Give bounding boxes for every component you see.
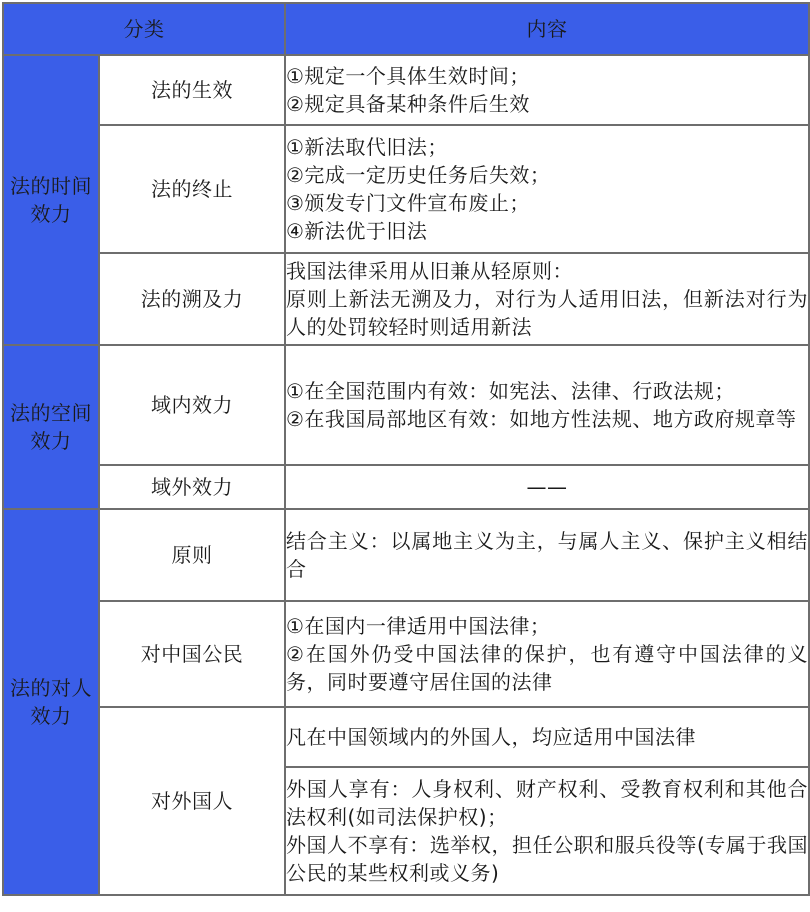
row-content-domestic xyxy=(285,345,809,465)
row-content-foreigners-rights xyxy=(285,767,809,895)
table-row xyxy=(3,601,809,707)
content-line: 外国人享有：人身权利、财产权利、受教育权利和其他合法权利(如司法保护权)； xyxy=(286,777,808,829)
table-row xyxy=(3,509,809,601)
content-line: ②在国外仍受中国法律的保护，也有遵守中国法律的义务，同时要遵守居住国的法律 xyxy=(286,642,808,694)
content-line: ④新法优于旧法 xyxy=(286,219,428,243)
content-line: 外国人不享有：选举权，担任公职和服兵役等(专属于我国公民的某些权利或义务) xyxy=(286,833,808,885)
group-space-label: 法的空间效力 xyxy=(3,345,99,509)
row-content-termination xyxy=(285,125,809,253)
content-line: 我国法律采用从旧兼从轻原则： xyxy=(286,259,573,283)
table-row xyxy=(3,125,809,253)
group-person-label: 法的对人效力 xyxy=(3,509,99,895)
row-label-domestic: 域内效力 xyxy=(99,345,285,465)
content-line: ①在全国范围内有效：如宪法、法律、行政法规； xyxy=(286,379,735,403)
content-line: ②规定具备某种条件后生效 xyxy=(286,92,530,116)
row-label-termination: 法的终止 xyxy=(99,125,285,253)
row-content-retroactivity xyxy=(285,253,809,345)
row-content-effect xyxy=(285,55,809,125)
row-content-citizens xyxy=(285,601,809,707)
row-label-citizens: 对中国公民 xyxy=(99,601,285,707)
content-line: 原则上新法无溯及力，对行为人适用旧法，但新法对行为人的处罚较轻时则适用新法 xyxy=(286,287,808,339)
content-line: ③颁发专门文件宣布废止； xyxy=(286,191,530,215)
law-effect-table xyxy=(2,2,810,896)
content-line: ①规定一个具体生效时间； xyxy=(286,64,530,88)
content-line: ②完成一定历史任务后失效； xyxy=(286,163,551,187)
row-content-foreign: —— xyxy=(285,465,809,509)
row-content-principle xyxy=(285,509,809,601)
content-line: ②在我国局部地区有效：如地方性法规、地方政府规章等 xyxy=(286,407,797,431)
row-label-foreigners: 对外国人 xyxy=(99,707,285,895)
content-line: 结合主义：以属地主义为主，与属人主义、保护主义相结合 xyxy=(286,529,808,581)
table-row xyxy=(3,465,809,509)
header-category: 分类 xyxy=(3,3,285,55)
group-time-label: 法的时间效力 xyxy=(3,55,99,345)
table-row xyxy=(3,55,809,125)
row-label-effect: 法的生效 xyxy=(99,55,285,125)
header-row xyxy=(3,3,809,55)
header-content: 内容 xyxy=(285,3,809,55)
table-row xyxy=(3,345,809,465)
row-content-foreigners-general: 凡在中国领域内的外国人，均应适用中国法律 xyxy=(285,707,809,767)
content-line: ①在国内一律适用中国法律； xyxy=(286,614,551,638)
row-label-principle: 原则 xyxy=(99,509,285,601)
content-line: ①新法取代旧法； xyxy=(286,135,448,159)
table-row xyxy=(3,707,809,767)
table-row xyxy=(3,253,809,345)
row-label-retroactivity: 法的溯及力 xyxy=(99,253,285,345)
row-label-foreign: 域外效力 xyxy=(99,465,285,509)
